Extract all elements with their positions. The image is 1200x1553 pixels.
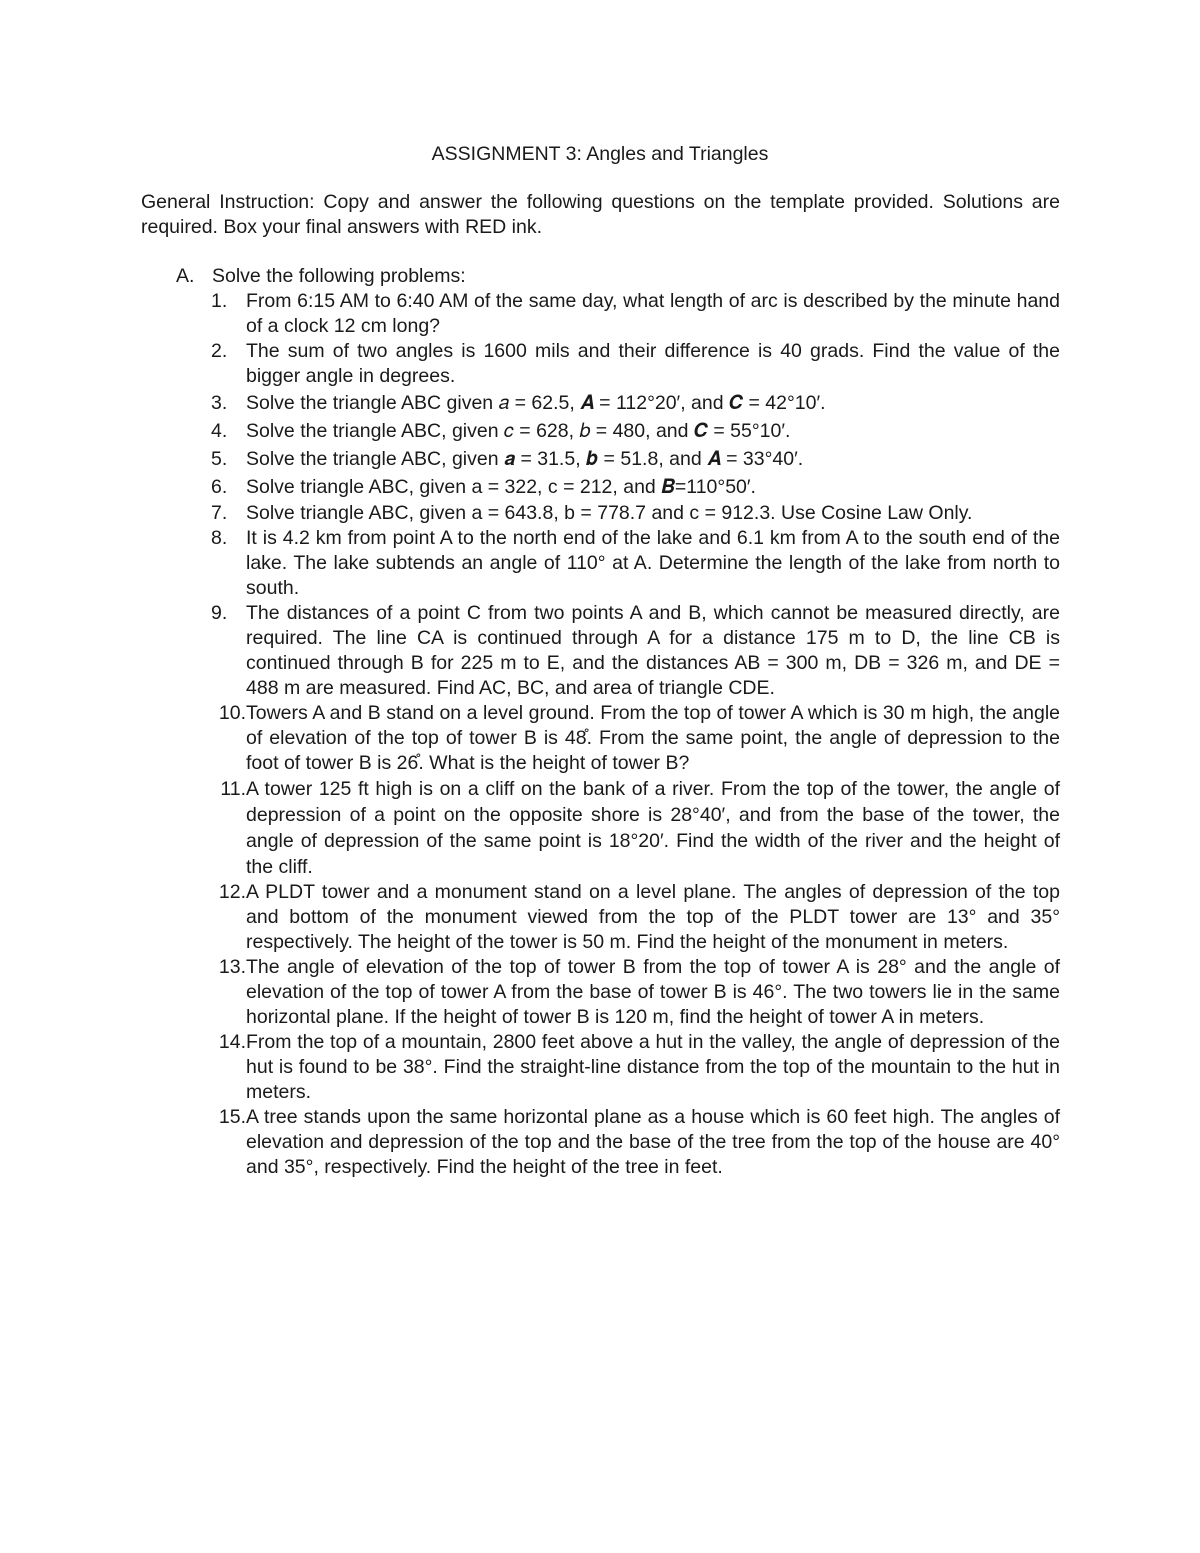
problem-number: 3.: [211, 392, 228, 414]
problem-number: 8.: [211, 527, 228, 549]
general-instruction: General Instruction: Copy and answer the following questions on the template provided. Solutions are required. Box your final answers with RED ink.: [141, 191, 1060, 238]
problem-section: [176, 264, 1060, 1180]
problem-text: The sum of two angles is 1600 mils and their difference is 40 grads. Find the value of the bigger angle in degrees.: [246, 340, 1060, 387]
problem-item: [211, 473, 1060, 501]
problem-number: 15.: [218, 1106, 246, 1128]
problem-number: 14.: [218, 1031, 246, 1053]
problem-text: Towers A and B stand on a level ground. From the top of tower A which is 30 m high, the angle of elevation of the top of tower B is 48̊. From the same point, the angle of depression to the foot of tower B is 26̊. What is the height of tower B?: [246, 702, 1060, 774]
problem-item: [211, 1105, 1060, 1180]
problem-text: Solve triangle ABC, given a = 322, c = 212, and 𝑩=110°50′.: [246, 476, 756, 498]
section-heading: Solve the following problems:: [212, 265, 466, 287]
problem-item: [211, 1030, 1060, 1105]
problem-item: [211, 776, 1060, 880]
problem-item: [211, 955, 1060, 1030]
problem-item: [211, 339, 1060, 389]
problem-number: 4.: [211, 420, 228, 442]
problem-number: 5.: [211, 448, 228, 470]
problem-number: 6.: [211, 476, 228, 498]
problem-item: [211, 880, 1060, 955]
problem-text: From the top of a mountain, 2800 feet above a hut in the valley, the angle of depression of the hut is found to be 38°. Find the straight-line distance from the top of the mountain to the hut in meters.: [246, 1031, 1060, 1103]
problem-item: [211, 701, 1060, 776]
problem-text: Solve triangle ABC, given a = 643.8, b = 778.7 and c = 912.3. Use Cosine Law Only.: [246, 502, 973, 524]
page-title: ASSIGNMENT 3: Angles and Triangles: [431, 143, 769, 165]
section-marker: A.: [176, 265, 195, 287]
problem-text: From 6:15 AM to 6:40 AM of the same day, what length of arc is described by the minute hand of a clock 12 cm long?: [246, 290, 1060, 337]
problem-number: 2.: [211, 340, 228, 362]
problem-list: [211, 289, 1060, 1180]
problem-text: A tree stands upon the same horizontal plane as a house which is 60 feet high. The angles of elevation and depression of the top and the base of the tree from the top of the house are 40° and 35°, respectively. Find the height of the tree in feet.: [246, 1106, 1060, 1178]
problem-number: 10.: [218, 702, 246, 724]
problem-item: [211, 445, 1060, 473]
problem-text: A PLDT tower and a monument stand on a level plane. The angles of depression of the top and bottom of the monument viewed from the top of the PLDT tower are 13° and 35° respectively. The height of the tower is 50 m. Find the height of the monument in meters.: [246, 881, 1060, 953]
problem-item: [211, 417, 1060, 445]
problem-text: Solve the triangle ABC given 𝑎 = 62.5, 𝑨 = 112°20′, and 𝑪 = 42°10′.: [246, 392, 826, 414]
problem-text: Solve the triangle ABC, given 𝒂 = 31.5, 𝒃 = 51.8, and 𝑨 = 33°40′.: [246, 448, 804, 470]
problem-item: [211, 526, 1060, 601]
section-heading-row: [176, 264, 1060, 289]
problem-text: A tower 125 ft high is on a cliff on the bank of a river. From the top of the tower, the angle of depression of a point on the opposite shore is 28°40′, and from the base of the tower, the angle of depression of the same point is 18°20′. Find the width of the river and the height of the cliff.: [246, 778, 1060, 878]
problem-text: The distances of a point C from two points A and B, which cannot be measured directly, are required. The line CA is continued through A for a distance 175 m to D, the line CB is continued through B for 225 m to E, and the distances AB = 300 m, DB = 326 m, and DE = 488 m are measured. Find AC, BC, and area of triangle CDE.: [246, 602, 1060, 699]
problem-number: 7.: [211, 502, 228, 524]
problem-text: Solve the triangle ABC, given 𝑐 = 628, 𝑏 = 480, and 𝑪 = 55°10′.: [246, 420, 791, 442]
problem-item: [211, 501, 1060, 526]
problem-item: [211, 289, 1060, 339]
problem-number: 12.: [218, 881, 246, 903]
problem-text: It is 4.2 km from point A to the north end of the lake and 6.1 km from A to the south end of the lake. The lake subtends an angle of 110° at A. Determine the length of the lake from north to south.: [246, 527, 1060, 599]
problem-text: The angle of elevation of the top of tower B from the top of tower A is 28° and the angle of elevation of the top of tower A from the base of tower B is 46°. The two towers lie in the same horizontal plane. If the height of tower B is 120 m, find the height of tower A in meters.: [246, 956, 1060, 1028]
problem-number: 13.: [218, 956, 246, 978]
problem-item: [211, 601, 1060, 701]
problem-number: 11.: [220, 778, 246, 800]
problem-item: [211, 389, 1060, 417]
problem-number: 9.: [211, 602, 228, 624]
problem-number: 1.: [211, 290, 228, 312]
